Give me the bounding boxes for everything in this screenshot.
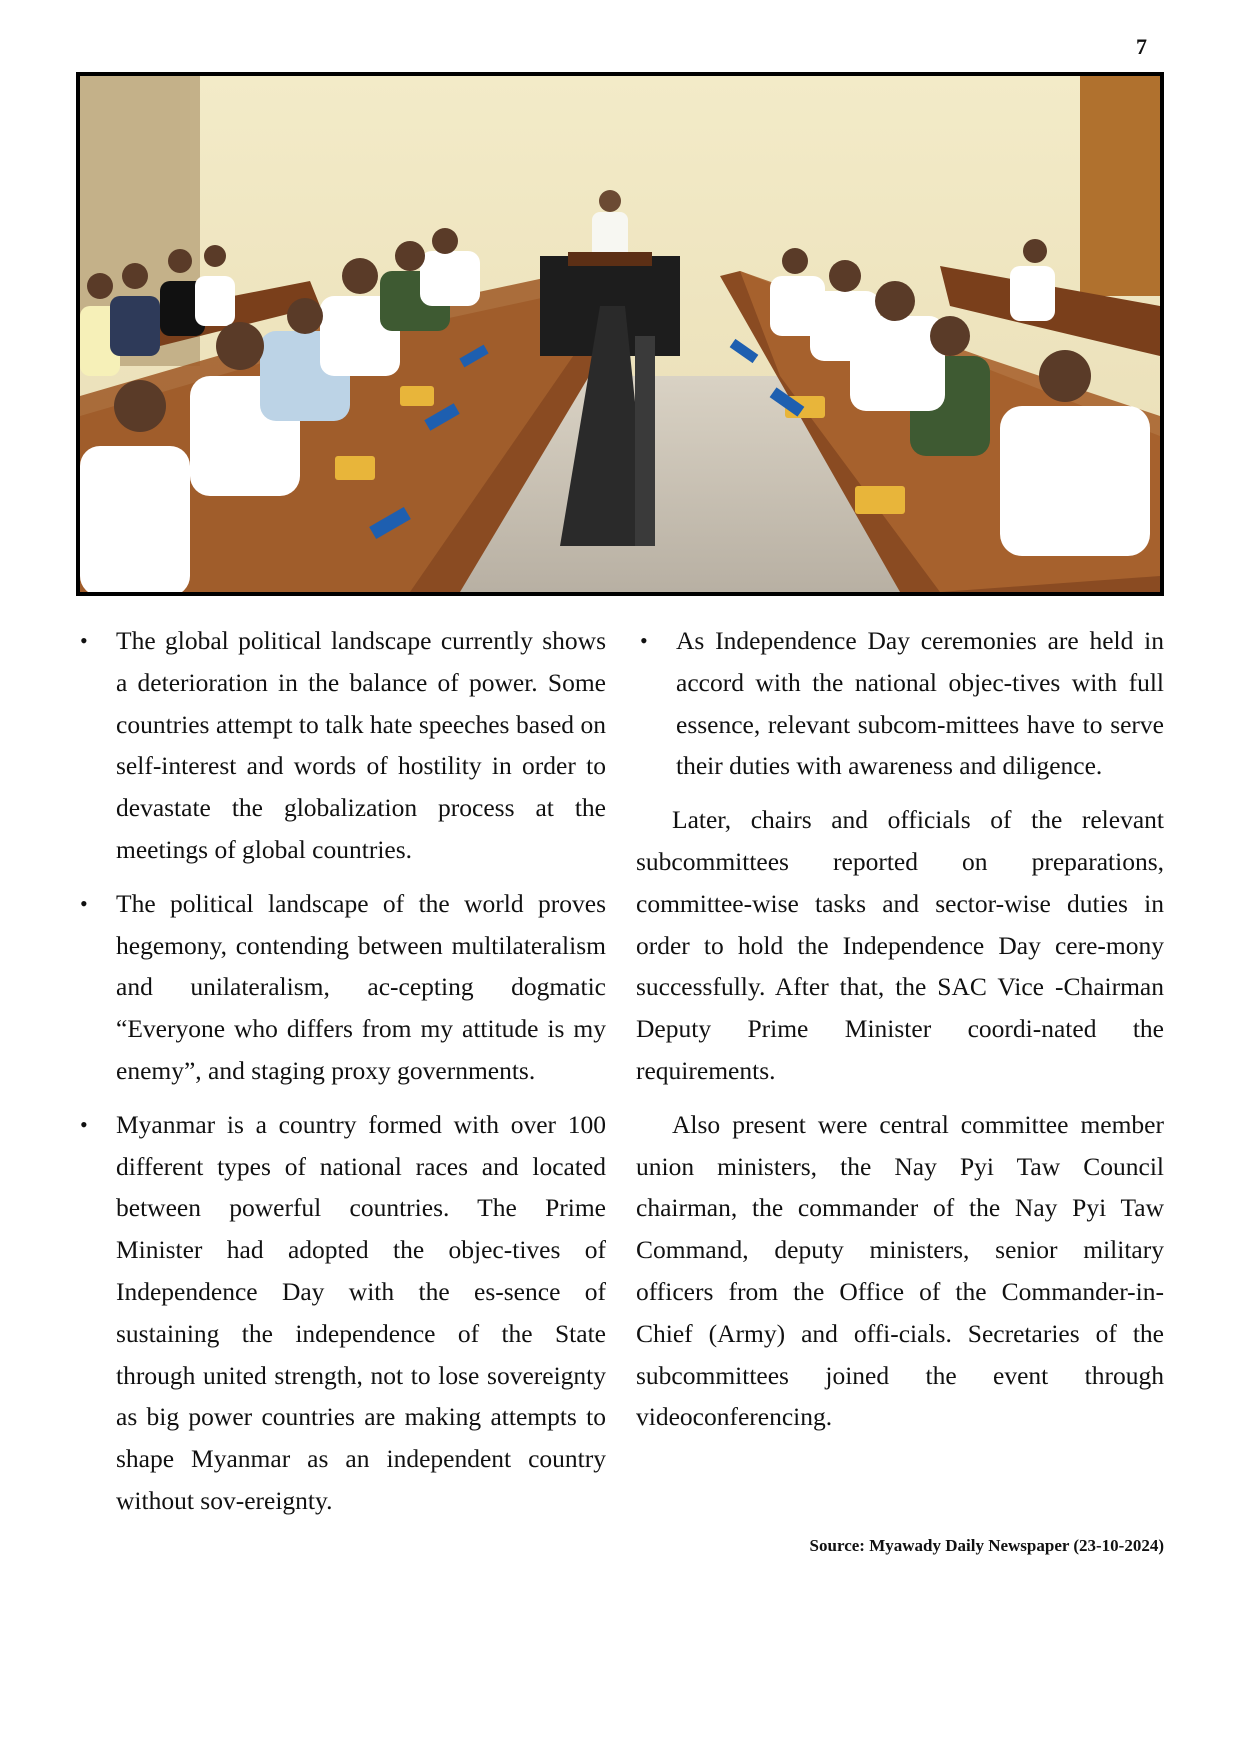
left-column — [76, 620, 606, 1534]
bullet-dot-icon: • — [80, 890, 88, 916]
bullet-dot-icon: • — [80, 1111, 88, 1137]
body-paragraph: Also present were central committee member union ministers, the Nay Pyi Taw Council chairman, the commander of the Nay Pyi Taw Command, deputy ministers, senior military officers from the Office of the Commander-in-Chief (Army) and offi-cials. Secretaries of the subcommittees joined the event through videoconferencing. — [636, 1109, 1164, 1432]
bullet-text: As Independence Day ceremonies are held in accord with the national objec-tives with full essence, relevant subcom-mittees have to serve their duties with awareness and diligence. — [676, 626, 1164, 781]
bullet-item — [76, 620, 606, 871]
source-credit: Source: Myawady Daily Newspaper (23-10-2024) — [809, 1536, 1164, 1555]
meeting-photo — [76, 72, 1164, 596]
body-paragraph: Later, chairs and officials of the relevant subcommittees reported on preparations, committee-wise tasks and sector-wise duties in order to hold the Independence Day cere-mony successfully. After that, the SAC Vice -Chairman Deputy Prime Minister coordi-nated the requirements. — [636, 805, 1164, 1085]
bullet-item — [76, 883, 606, 1092]
bullet-dot-icon: • — [640, 628, 648, 653]
bullet-item — [636, 620, 1164, 787]
bullet-text: The political landscape of the world proves hegemony, contending between multilateralism and unilateralism, ac-cepting dogmatic “Everyone who differs from my attitude is my enemy”, and staging proxy governments. — [116, 888, 606, 1085]
bullet-item — [76, 1104, 606, 1522]
page-number: 7 — [1136, 34, 1147, 59]
bullet-text: Myanmar is a country formed with over 100 different types of national races and located between powerful countries. The Prime Minister had adopted the objec-tives of Independence Day with the es-sence of sustaining the independence of the State through united strength, not to lose sovereignty as big power countries are making attempts to shape Myanmar as an independent country without sov-ereignty. — [116, 1109, 606, 1515]
meeting-photo-illustration — [80, 76, 1160, 592]
bullet-text: The global political landscape currently shows a deterioration in the balance of power. Some countries attempt to talk hate speeches based on self-interest and words of hostility in order to devastate the globalization process at the meetings of global countries. — [116, 626, 606, 864]
right-column — [636, 620, 1164, 1450]
bullet-dot-icon: • — [80, 628, 88, 653]
